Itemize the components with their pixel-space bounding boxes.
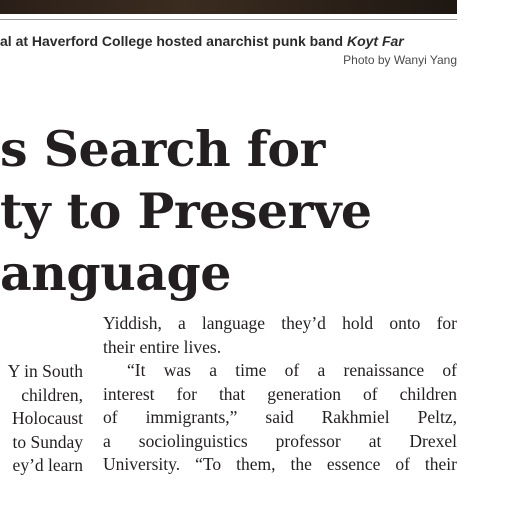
caption-band-name: Koyt Far <box>346 33 404 49</box>
right-column-line: “It was a time of a renaissance of <box>127 360 457 380</box>
right-column-line: of immigrants,” said Rakhmiel Peltz, <box>103 407 457 427</box>
right-column-line: their entire lives. <box>103 336 222 357</box>
headline-line-3: anguage <box>0 244 231 302</box>
right-column-line: University. “To them, the essence of their <box>103 454 457 474</box>
caption-text: al at Haverford College hosted anarchist punk band <box>0 33 347 49</box>
right-column-line: interest for that generation of children <box>103 383 457 404</box>
left-column-line: ey’d learn <box>12 455 83 475</box>
left-column-line: Holocaust <box>12 408 83 428</box>
headline-line-1: s Search for <box>0 120 325 178</box>
left-column <box>0 360 83 478</box>
right-column-line: Yiddish, a language they’d hold onto for <box>103 313 457 333</box>
photo-credit: Photo by Wanyi Yang <box>343 53 457 67</box>
article-headline <box>0 118 512 304</box>
caption-divider <box>0 19 457 20</box>
left-column-line: Y in South <box>7 361 83 381</box>
left-column-line: to Sunday <box>12 431 83 452</box>
photo-caption <box>0 33 457 49</box>
headline-line-2: ty to Preserve <box>0 182 372 240</box>
photo-bottom-edge <box>0 0 457 14</box>
right-column-line: a sociolinguistics professor at Drexel <box>103 430 457 451</box>
right-column <box>103 312 457 477</box>
left-column-line: children, <box>21 384 83 405</box>
